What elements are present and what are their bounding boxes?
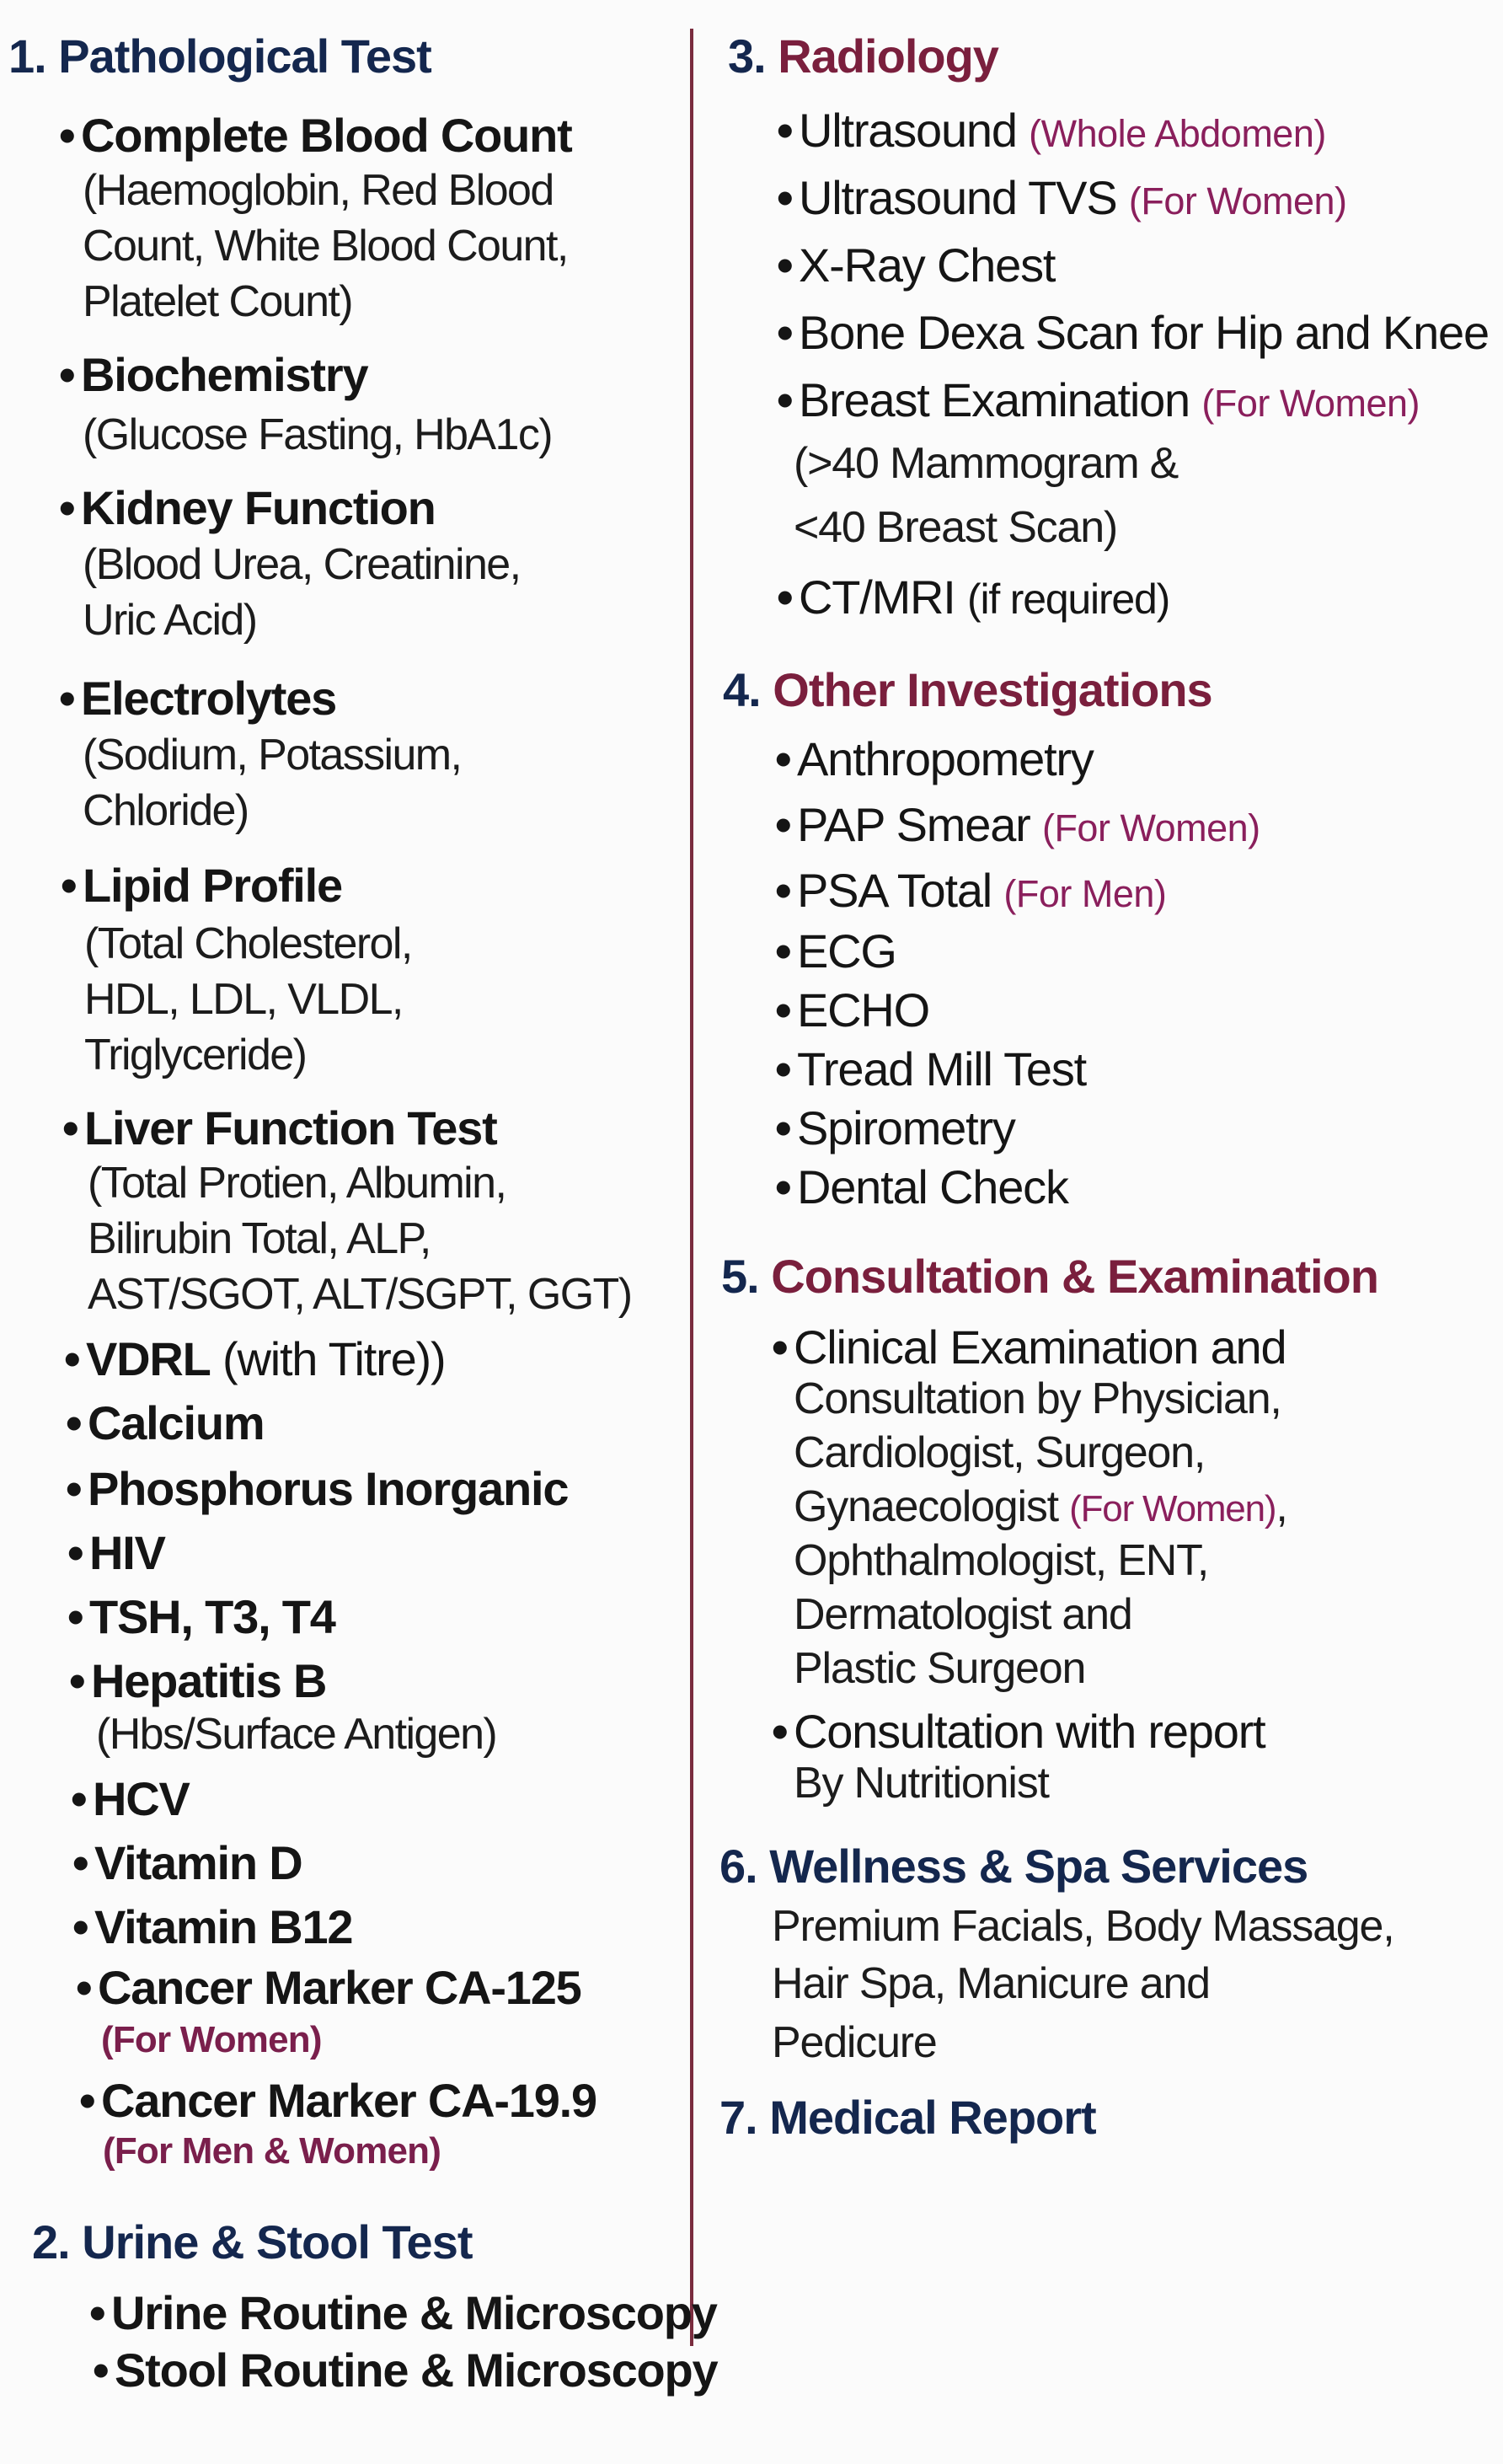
section-heading-wellness: 6. Wellness & Spa Services — [719, 1840, 1308, 1893]
list-item: • ECG — [775, 924, 896, 978]
list-item: • Urine Routine & Microscopy — [89, 2286, 717, 2339]
item-detail: Dermatologist and — [794, 1590, 1132, 1639]
list-item: • Ultrasound (Whole Abdomen) — [777, 104, 1326, 157]
item-detail: Uric Acid) — [83, 596, 257, 645]
item-detail: (>40 Mammogram & — [794, 439, 1179, 488]
section-heading-urine: 2. Urine & Stool Test — [32, 2215, 473, 2268]
list-item: • Clinical Examination and — [772, 1320, 1286, 1374]
list-item: • VDRL (with Titre)) — [64, 1332, 446, 1385]
list-item: • Ultrasound TVS (For Women) — [777, 171, 1347, 224]
list-item: • Vitamin D — [72, 1836, 302, 1889]
item-detail: (Total Cholesterol, — [84, 919, 412, 968]
item-detail: (Total Protien, Albumin, — [88, 1159, 506, 1208]
list-item: • Stool Routine & Microscopy — [93, 2343, 718, 2397]
item-detail: Platelet Count) — [83, 277, 352, 326]
list-item: • Biochemistry — [59, 348, 368, 401]
item-detail: Triglyceride) — [84, 1031, 307, 1079]
list-item: • Liver Function Test — [62, 1101, 497, 1154]
list-item: • Cancer Marker CA-125 — [76, 1961, 581, 2014]
item-detail: Chloride) — [83, 786, 249, 835]
item-detail: (Sodium, Potassium, — [83, 731, 462, 779]
list-item: • Spirometry — [775, 1101, 1015, 1154]
item-detail: (Glucose Fasting, HbA1c) — [83, 410, 552, 459]
section-heading-report: 7. Medical Report — [719, 2091, 1096, 2144]
list-item: • TSH, T3, T4 — [67, 1590, 335, 1643]
list-item: • Breast Examination (For Women) — [777, 373, 1420, 426]
list-item: • Consultation with report — [772, 1705, 1265, 1758]
wellness-detail: Premium Facials, Body Massage, — [772, 1902, 1394, 1951]
item-detail: (Haemoglobin, Red Blood — [83, 166, 554, 215]
item-note: (For Women) — [101, 2019, 322, 2060]
item-detail: Cardiologist, Surgeon, — [794, 1428, 1206, 1477]
list-item: • HIV — [67, 1526, 165, 1579]
list-item: • HCV — [71, 1772, 190, 1825]
list-item: • Complete Blood Count — [59, 109, 572, 162]
list-item: • Lipid Profile — [61, 859, 342, 912]
list-item: • Tread Mill Test — [775, 1042, 1086, 1095]
list-item: • Bone Dexa Scan for Hip and Knee — [777, 306, 1489, 359]
item-detail: Gynaecologist (For Women), — [794, 1482, 1287, 1531]
section-heading-other: 4. Other Investigations — [723, 663, 1212, 716]
item-detail: Ophthalmologist, ENT, — [794, 1536, 1209, 1585]
list-item: • PAP Smear (For Women) — [775, 798, 1260, 851]
list-item: • Hepatitis B — [69, 1654, 327, 1707]
item-detail: Consultation by Physician, — [794, 1374, 1281, 1423]
section-heading-consultation: 5. Consultation & Examination — [721, 1250, 1378, 1303]
list-item: • Phosphorus Inorganic — [66, 1462, 569, 1515]
list-item: • Anthropometry — [775, 732, 1094, 785]
item-detail: Bilirubin Total, ALP, — [88, 1214, 431, 1263]
wellness-detail: Pedicure — [772, 2018, 937, 2067]
list-item: • Kidney Function — [59, 481, 436, 534]
section-heading-radiology: 3. Radiology — [728, 29, 998, 83]
list-item: • Calcium — [66, 1396, 265, 1449]
item-detail: AST/SGOT, ALT/SGPT, GGT) — [88, 1270, 632, 1319]
list-item: • CT/MRI (if required) — [777, 570, 1170, 624]
section-heading-pathological: 1. Pathological Test — [8, 29, 431, 83]
list-item: • Cancer Marker CA-19.9 — [79, 2074, 596, 2127]
item-detail: HDL, LDL, VLDL, — [84, 975, 403, 1024]
list-item: • Dental Check — [775, 1160, 1068, 1213]
list-item: • PSA Total (For Men) — [775, 864, 1167, 917]
list-item: • Vitamin B12 — [72, 1900, 353, 1953]
item-detail: Plastic Surgeon — [794, 1644, 1086, 1693]
item-detail: (Hbs/Surface Antigen) — [96, 1710, 497, 1759]
list-item: • Electrolytes — [59, 672, 337, 725]
item-detail: Count, White Blood Count, — [83, 222, 568, 271]
item-detail: <40 Breast Scan) — [794, 503, 1118, 552]
wellness-detail: Hair Spa, Manicure and — [772, 1959, 1210, 2008]
item-detail: By Nutritionist — [794, 1759, 1049, 1808]
list-item: • ECHO — [775, 983, 929, 1036]
item-detail: (Blood Urea, Creatinine, — [83, 540, 521, 589]
column-divider — [690, 29, 693, 2346]
item-note: (For Men & Women) — [103, 2130, 441, 2172]
list-item: • X-Ray Chest — [777, 238, 1056, 292]
